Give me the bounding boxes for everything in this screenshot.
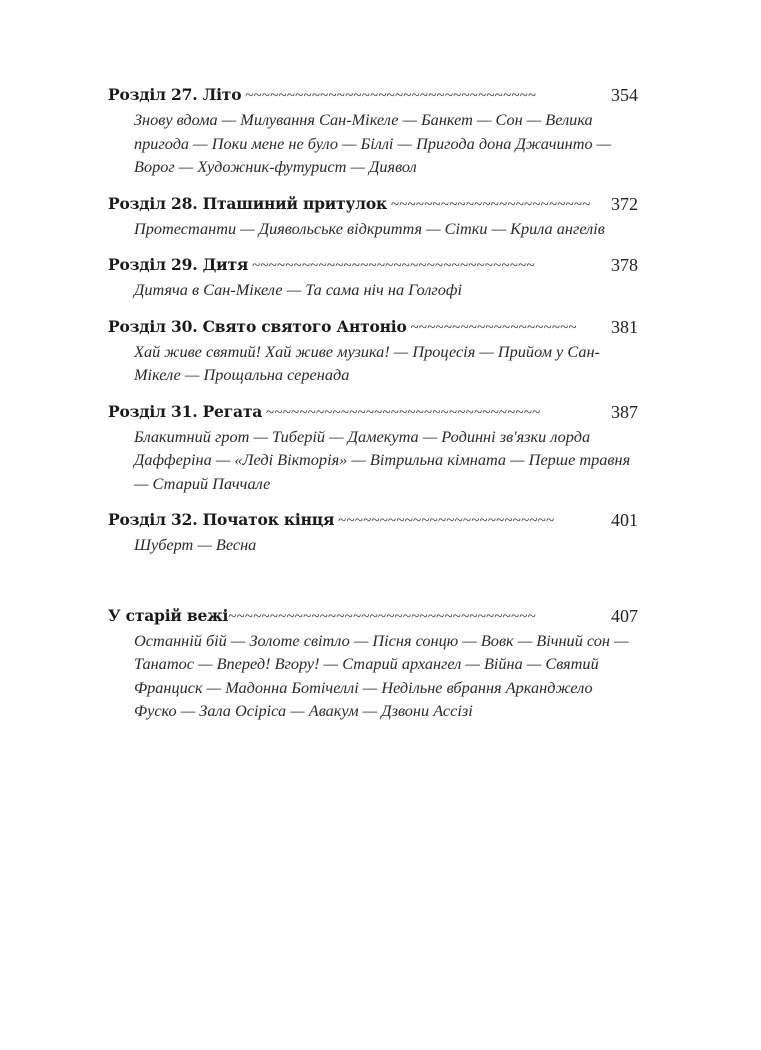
toc-entry-heading[interactable] [108,603,638,629]
chapter-title: Розділ 32. Початок кінця [108,510,335,529]
chapter-description: Шуберт — Весна [134,535,257,554]
chapter-title: Розділ 28. Пташиний притулок [108,193,388,213]
page-number: 387 [611,401,638,422]
chapter-description: Останній бій — Золоте світло — Пісня сонцю — Вовк — Вічний сон — Танатос — Вперед! Вгору! — Старий архангел — Війна — Святий Франциск — Мадонна Ботічеллі — Недільне вбрання Арканджело Фуско — Зала Осіріса — Авакум — Дзвони Ассізі [134,630,629,720]
toc-entry-heading[interactable] [108,399,638,425]
dot-leader: ~~~~~~~~~~~~~~~~~~~~~~~~~~ [334,513,555,529]
chapter-title: Розділ 30. Свято святого Антоніо [108,316,407,336]
dot-leader: ~~~~~~~~~~~~~~~~~~~~~~~~~~~~~~~~~~ [248,258,535,274]
toc-entry-heading[interactable] [108,82,638,108]
page-number: 354 [611,85,638,105]
dot-leader: ~~~~~~~~~~~~~~~~~~~~~~~~~~~~~~~~~~~~~ [228,608,536,625]
toc-entry-heading[interactable] [108,507,638,533]
toc-entry [108,82,638,179]
chapter-title: У старій вежі [108,605,229,625]
dot-leader: ~~~~~~~~~~~~~~~~~~~~~~~~ [387,196,591,213]
page-number: 407 [611,605,638,626]
chapter-description: Протестанти — Диявольське відкриття — Сітки — Крила ангелів [134,218,605,238]
chapter-description: Блакитний грот — Тиберій — Дамекута — Родинні зв'язки лорда Дафферіна — «Леді Вікторія» — Вітрильна кімната — Перше травня — Старий Паччале [134,426,631,493]
dot-leader: ~~~~~~~~~~~~~~~~~~~~ [406,319,577,336]
page-number: 381 [611,316,638,337]
dot-leader: ~~~~~~~~~~~~~~~~~~~~~~~~~~~~~~~~~~~ [241,88,537,104]
toc-entry [108,399,638,496]
page-number: 378 [611,255,638,275]
chapter-title: Розділ 29. Дитя [108,255,249,274]
toc-entry [108,314,638,387]
chapter-title: Розділ 27. Літо [108,85,242,104]
page-number: 372 [611,193,638,214]
dot-leader: ~~~~~~~~~~~~~~~~~~~~~~~~~~~~~~~~~ [262,404,541,421]
chapter-description: Хай живе святий! Хай живе музика! — Процесія — Прийом у Сан-Мікеле — Прощальна серенада [134,341,600,384]
chapter-description: Знову вдома — Милування Сан-Мікеле — Банкет — Сон — Велика пригода — Поки мене не було — Біллі — Пригода дона Джачинто — Ворог — Художник-футурист — Диявол [134,110,612,176]
chapter-description: Дитяча в Сан-Мікеле — Та сама ніч на Голгофі [134,280,462,299]
toc-entry [108,507,638,557]
toc-entry [108,603,638,723]
toc-entry [108,191,638,241]
table-of-contents [108,82,638,723]
toc-entry-heading[interactable] [108,252,638,278]
toc-entry-heading[interactable] [108,191,638,217]
toc-entry-heading[interactable] [108,314,638,340]
toc-entry [108,252,638,302]
chapter-title: Розділ 31. Регата [108,401,263,421]
page-number: 401 [611,510,638,530]
